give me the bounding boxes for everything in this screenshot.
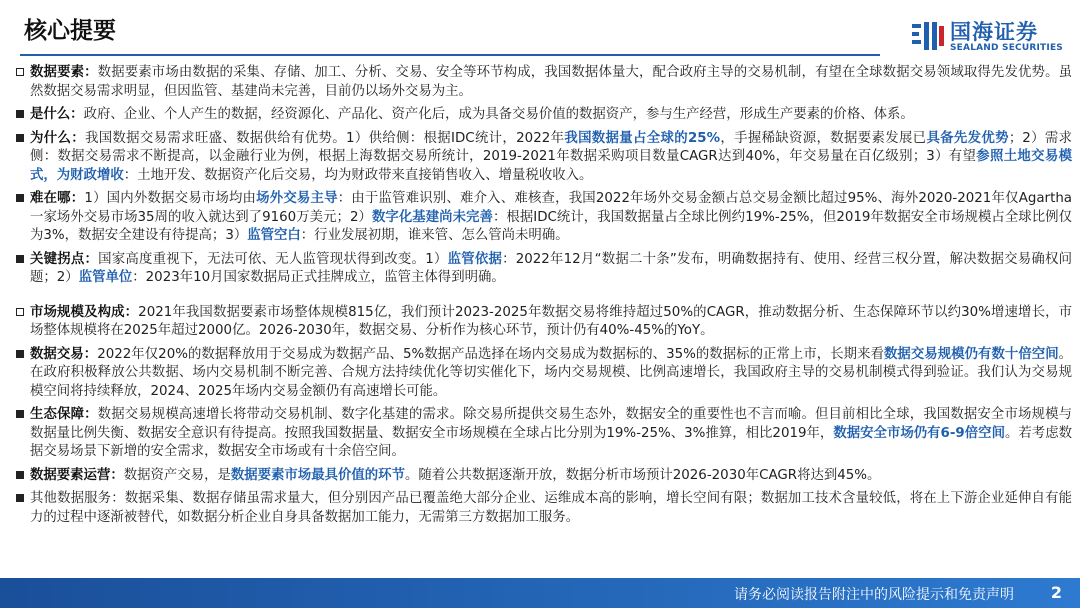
bullet-label: 是什么： [30, 107, 84, 122]
highlight-text: 监管单位 [78, 270, 133, 285]
text-run: 政府、企业、个人产生的数据，经资源化、产品化、资产化后，成为具备交易价值的数据资产，参与生产经营，形成生产要素的价格、体系。 [83, 107, 914, 122]
bullet-item [10, 106, 1072, 125]
bullet-square-icon [10, 106, 30, 118]
text-run: ，手握稀缺资源，数据要素发展已 [720, 130, 927, 146]
page-title: 核心提要 [24, 18, 116, 44]
bullet-label: 难在哪： [30, 191, 85, 206]
highlight-text: 参照土地交易模式，为财政增收 [30, 149, 1072, 183]
bullet-square-icon [10, 467, 30, 479]
bullet-label: 为什么： [30, 130, 85, 146]
text-run: ：2022年12月“数据二十条”发布，明确数据持有、使用、经营三权分置，解决数据交易确权问题；2） [30, 251, 1072, 285]
bullet-text [30, 64, 1072, 101]
bullet-text [30, 106, 1072, 125]
content-body [10, 64, 1072, 532]
text-run: ；2）需求侧：数据交易需求不断提高，以金融行业为例，根据上海数据交易所统计，2019-2021年数据采购项目数量CAGR达到40%，年交易量在百亿级别；3）有望 [30, 130, 1072, 164]
bullet-square-icon [10, 130, 30, 142]
text-run: 。若考虑数据交易场景下新增的安全需求，数据安全市场或有十余倍空间。 [30, 425, 1072, 459]
bullet-square-icon [10, 490, 30, 502]
text-run: ：行业发展初期，谁来管、怎么管尚未明确。 [300, 228, 569, 243]
text-run: 其他数据服务：数据采集、数据存储虽需求量大，但分别因产品已覆盖绝大部分企业、运维成本高的影响，增长空间有限；数据加工技术含量较低，将在上下游企业延伸自有能力的过程中逐渐被替代，如数据分析企业自身具备数据加工能力，无需第三方数据加工服务。 [30, 491, 1072, 525]
bullet-text [30, 346, 1072, 402]
text-run: 国家高度重视下，无法可依、无人监管现状得到改变。1） [98, 251, 448, 267]
text-run: 2022年仅20%的数据释放用于交易成为数据产品、5%数据产品选择在场内交易成为数据标的、35%的数据标的正常上市，长期来看 [97, 346, 884, 362]
bullet-label: 数据交易： [30, 346, 98, 362]
bullet-text [30, 130, 1072, 186]
text-run: ：根据IDC统计，我国数据量占全球比例约19%-25%，但2019年数据安全市场规模占全球比例仅为3%，数据安全建设有待提高；3） [30, 209, 1073, 243]
text-run: ：由于监管难识别、难介入、难核查，我国2022年场外交易金额占总交易金额比超过95%、海外2020-2021年仅Agartha一家场外交易市场35周的收入就达到了9160万美元；2） [30, 191, 1073, 225]
section-market [10, 304, 1072, 528]
bullet-square-outline-icon [10, 64, 30, 76]
bullet-text [30, 251, 1072, 288]
bullet-text [30, 467, 1072, 486]
bullet-label: 数据要素运营： [30, 467, 124, 483]
text-run: 我国数据交易需求旺盛、数据供给有优势。1）供给侧：根据IDC统计，2022年 [84, 130, 565, 146]
text-run: ：2023年10月国家数据局正式挂牌成立，监管主体得到明确。 [132, 270, 505, 285]
bullet-item [10, 64, 1072, 101]
highlight-text: 场外交易主导 [256, 191, 338, 206]
footer-bar [0, 578, 1080, 608]
bullet-text [30, 490, 1072, 527]
bullet-square-outline-icon [10, 304, 30, 316]
text-run: 数据要素市场由数据的采集、存储、加工、分析、交易、安全等环节构成，我国数据体量大，配合政府主导的交易机制，有望在全球数据交易领域取得先发优势。虽然数据交易需求明显，但因监管、基建尚未完善，目前仍以场外交易为主。 [30, 65, 1072, 99]
logo-text-en: SEALAND SECURITIES [950, 43, 1063, 53]
footer-disclaimer: 请务必阅读报告附注中的风险提示和免责声明 [734, 587, 1014, 603]
text-run: ：土地开发、数据资产化后交易，均为财政带来直接销售收入、增量税收收入。 [123, 167, 593, 183]
highlight-text: 数据交易规模仍有数十倍空间 [883, 346, 1059, 362]
highlight-text: 数据要素市场最具价值的环节 [230, 467, 405, 483]
bullet-label: 关键拐点： [30, 251, 99, 267]
bullet-item [10, 490, 1072, 527]
text-run: 。随着公共数据逐渐开放，数据分析市场预计2026-2030年CAGR将达到45%。 [404, 467, 881, 483]
highlight-text: 我国数据量占全球的25% [564, 130, 721, 146]
bullet-item [10, 346, 1072, 402]
text-run: 1）国内外数据交易市场均由 [84, 191, 257, 206]
bullet-label: 市场规模及构成： [30, 304, 139, 320]
highlight-text: 具备先发优势 [926, 130, 1009, 146]
bullet-item [10, 251, 1072, 288]
text-run: 2021年我国数据要素市场整体规模815亿，我们预计2023-2025年数据交易将维持超过50%的CAGR，推动数据分析、生态保障环节以约30%增速增长，市场整体规模将在2025年超过2000亿。2026-2030年，数据交易、分析作为核心环节，预计仍有40%-45%的YoY。 [30, 304, 1072, 338]
sealand-logo-icon [910, 18, 946, 54]
bullet-text [30, 304, 1072, 341]
section-overview [10, 64, 1072, 288]
text-run: 数据资产交易，是 [123, 467, 231, 483]
bullet-square-icon [10, 190, 30, 202]
bullet-item [10, 304, 1072, 341]
highlight-text: 数据安全市场仍有6-9倍空间 [833, 425, 1005, 441]
text-run: 。在政府积极释放公共数据、场内交易机制不断完善、合规方法持续优化等切实催化下，场内交易规模、比例高速增长，我国政府主导的交易机制模式得到验证。我们认为交易规模空间将持续释放，2024、2025年场内交易金额仍有高速增长可能。 [30, 346, 1073, 399]
highlight-text: 监管依据 [447, 251, 503, 267]
logo-text-cn: 国海证券 [950, 20, 1038, 44]
bullet-text [30, 406, 1072, 462]
title-underline [20, 54, 880, 56]
bullet-text [30, 190, 1072, 246]
bullet-label: 生态保障： [30, 407, 98, 422]
bullet-item [10, 190, 1072, 246]
bullet-item [10, 406, 1072, 462]
bullet-item [10, 467, 1072, 486]
bullet-square-icon [10, 251, 30, 263]
bullet-item [10, 130, 1072, 186]
text-run: 数据交易规模高速增长将带动交易机制、数字化基建的需求。除交易所提供交易生态外，数据安全的重要性也不言而喻。但目前相比全球，我国数据安全市场规模与数据量比例失衡、数据安全意识有待提高。按照我国数据量、数据安全市场规模在全球占比分别为19%-25%、3%推算，相比2019年， [30, 407, 1072, 441]
bullet-label: 数据要素： [30, 65, 98, 80]
page-number: 2 [1050, 583, 1062, 602]
highlight-text: 数字化基建尚未完善 [371, 209, 493, 225]
bullet-square-icon [10, 346, 30, 358]
bullet-square-icon [10, 406, 30, 418]
company-logo [910, 14, 1070, 58]
highlight-text: 监管空白 [247, 228, 301, 243]
